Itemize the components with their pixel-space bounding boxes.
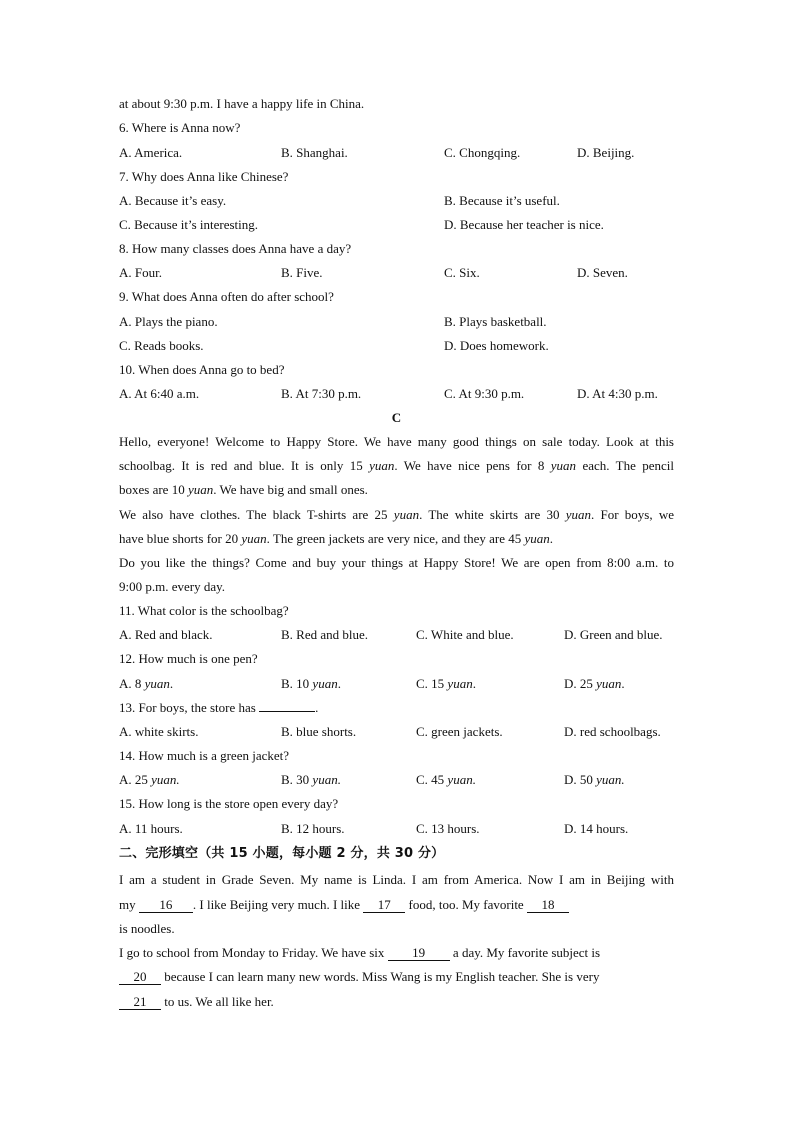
q8-option-a: A. Four. <box>119 265 162 280</box>
q15-option-b: B. 12 hours. <box>281 821 345 836</box>
q13-option-a: A. white skirts. <box>119 724 199 739</box>
answer-blank <box>259 711 315 712</box>
q11-option-d: D. Green and blue. <box>564 627 663 642</box>
q13-option-b: B. blue shorts. <box>281 724 357 739</box>
q9-option-c: C. Reads books. <box>119 338 204 353</box>
passage-c-line-5: have blue shorts for 20 yuan. The green jackets are very nice, and they are 45 yuan. <box>119 531 554 546</box>
q7-option-b: B. Because it’s useful. <box>444 193 560 208</box>
q7-option-c: C. Because it’s interesting. <box>119 217 259 232</box>
q15-option-a: A. 11 hours. <box>119 821 183 836</box>
q6-option-d: D. Beijing. <box>577 145 635 160</box>
question-7: 7. Why does Anna like Chinese? <box>119 169 289 184</box>
cloze-blank-16: 16 <box>139 898 193 913</box>
q8-option-c: C. Six. <box>444 265 480 280</box>
q11-option-b: B. Red and blue. <box>281 627 369 642</box>
passage-c-line-4: We also have clothes. The black T-shirts are 25 yuan. The white skirts are 30 yuan. For boys, we <box>119 507 675 522</box>
cloze-blank-19: 19 <box>388 946 450 961</box>
q6-option-a: A. America. <box>119 145 183 160</box>
cloze-blank-20: 20 <box>119 970 161 985</box>
q6-option-c: C. Chongqing. <box>444 145 521 160</box>
q14-option-a: A. 25 yuan. <box>119 772 180 787</box>
question-11: 11. What color is the schoolbag? <box>119 603 289 618</box>
passage-c-line-7: 9:00 p.m. every day. <box>119 579 226 594</box>
q11-option-c: C. White and blue. <box>416 627 514 642</box>
q10-option-c: C. At 9:30 p.m. <box>444 386 525 401</box>
passage-b-tail: at about 9:30 p.m. I have a happy life in China. <box>119 96 365 111</box>
question-15: 15. How long is the store open every day? <box>119 796 339 811</box>
q9-option-a: A. Plays the piano. <box>119 314 218 329</box>
cloze-line-6: 21 to us. We all like her. <box>119 994 274 1010</box>
question-9: 9. What does Anna often do after school? <box>119 289 334 304</box>
cloze-line-1: I am a student in Grade Seven. My name is Linda. I am from America. Now I am in Beijing with <box>119 872 674 887</box>
q6-option-b: B. Shanghai. <box>281 145 348 160</box>
passage-c-line-3: boxes are 10 yuan. We have big and small ones. <box>119 482 368 497</box>
q13-option-d: D. red schoolbags. <box>564 724 661 739</box>
q7-option-a: A. Because it’s easy. <box>119 193 227 208</box>
question-12: 12. How much is one pen? <box>119 651 258 666</box>
question-10: 10. When does Anna go to bed? <box>119 362 285 377</box>
passage-c-line-2: schoolbag. It is red and blue. It is only 15 yuan. We have nice pens for 8 yuan each. The pencil <box>119 458 675 473</box>
q14-option-b: B. 30 yuan. <box>281 772 341 787</box>
question-13: 13. For boys, the store has . <box>119 700 319 715</box>
cloze-line-2: my 16 . I like Beijing very much. I like 17 food, too. My favorite 18 <box>119 897 674 913</box>
question-14: 14. How much is a green jacket? <box>119 748 290 763</box>
q11-option-a: A. Red and black. <box>119 627 213 642</box>
q14-option-d: D. 50 yuan. <box>564 772 625 787</box>
cloze-blank-21: 21 <box>119 995 161 1010</box>
q10-option-d: D. At 4:30 p.m. <box>577 386 658 401</box>
cloze-blank-18: 18 <box>527 898 569 913</box>
q9-option-b: B. Plays basketball. <box>444 314 547 329</box>
question-6: 6. Where is Anna now? <box>119 120 241 135</box>
q12-option-c: C. 15 yuan. <box>416 676 476 691</box>
cloze-line-3: is noodles. <box>119 921 175 936</box>
cloze-line-4: I go to school from Monday to Friday. We have six 19 a day. My favorite subject is <box>119 945 601 960</box>
cloze-blank-17: 17 <box>363 898 405 913</box>
q13-option-c: C. green jackets. <box>416 724 503 739</box>
q7-option-d: D. Because her teacher is nice. <box>444 217 604 232</box>
q10-option-a: A. At 6:40 a.m. <box>119 386 200 401</box>
q8-option-d: D. Seven. <box>577 265 628 280</box>
q15-option-c: C. 13 hours. <box>416 821 480 836</box>
q10-option-b: B. At 7:30 p.m. <box>281 386 362 401</box>
q9-option-d: D. Does homework. <box>444 338 549 353</box>
q14-option-c: C. 45 yuan. <box>416 772 476 787</box>
q12-option-b: B. 10 yuan. <box>281 676 341 691</box>
cloze-line-5: 20 because I can learn many new words. Miss Wang is my English teacher. She is very <box>119 969 674 985</box>
question-8: 8. How many classes does Anna have a day? <box>119 241 352 256</box>
section-c-heading: C <box>391 410 402 425</box>
passage-c-line-1: Hello, everyone! Welcome to Happy Store. We have many good things on sale today. Look at this <box>119 434 674 449</box>
passage-c-line-6: Do you like the things? Come and buy your things at Happy Store! We are open from 8:00 a.m. to <box>119 555 674 570</box>
q15-option-d: D. 14 hours. <box>564 821 629 836</box>
q8-option-b: B. Five. <box>281 265 323 280</box>
section-2-heading: 二、完形填空（共 15 小题，每小题 2 分，共 30 分） <box>119 846 445 861</box>
q12-option-d: D. 25 yuan. <box>564 676 625 691</box>
q12-option-a: A. 8 yuan. <box>119 676 174 691</box>
